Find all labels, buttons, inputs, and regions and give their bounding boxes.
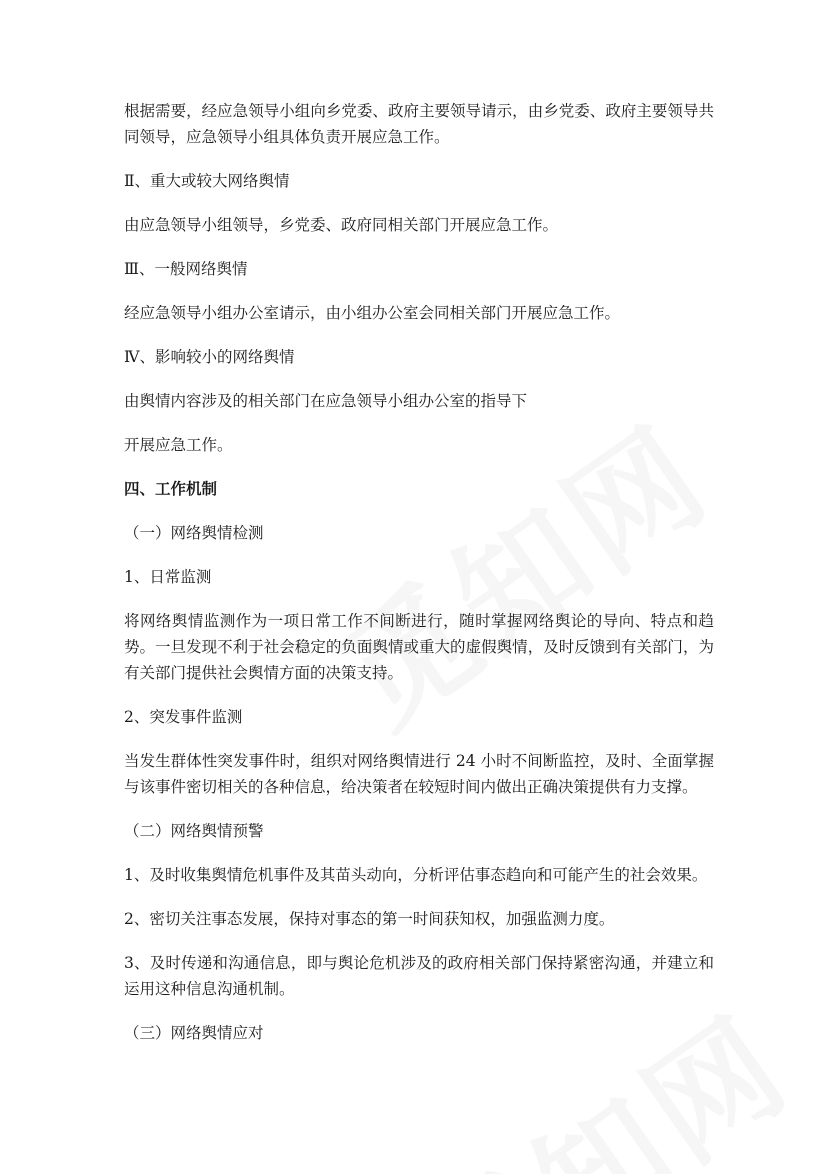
heading-level-iv: Ⅳ、影响较小的网络舆情 (124, 348, 295, 366)
paragraph-level-ii: 由应急领导小组领导，乡党委、政府同相关部门开展应急工作。 (124, 216, 559, 234)
section-heading-work-mechanism: 四、工作机制 (124, 479, 218, 498)
document-body (124, 98, 714, 1046)
paragraph-emergency-monitoring: 当发生群体性突发事件时，组织对网络舆情进行 24 小时不间断监控，及时、全面掌握与该事件密切相关的各种信息，给决策者在较短时间内做出正确决策提供有力支撑。 (124, 752, 714, 796)
item-emergency-monitoring: 2、突发事件监测 (124, 708, 243, 726)
paragraph-daily-monitoring: 将网络舆情监测作为一项日常工作不间断进行，随时掌握网络舆论的导向、特点和趋势。一旦发现不利于社会稳定的负面舆情或重大的虚假舆情，及时反馈到有关部门，为有关部门提供社会舆情方面的决策支持。 (124, 612, 714, 682)
subheading-response: （三）网络舆情应对 (124, 1024, 264, 1042)
paragraph-level-iv: 由舆情内容涉及的相关部门在应急领导小组办公室的指导下 (124, 392, 528, 410)
paragraph-leadership-request: 根据需要，经应急领导小组向乡党委、政府主要领导请示，由乡党委、政府主要领导共同领导，应急领导小组具体负责开展应急工作。 (124, 102, 714, 146)
paragraph-level-iii: 经应急领导小组办公室请示，由小组办公室会同相关部门开展应急工作。 (124, 304, 621, 322)
warning-item-3: 3、及时传递和沟通信息，即与舆论危机涉及的政府相关部门保持紧密沟通，并建立和运用这种信息沟通机制。 (124, 954, 714, 998)
warning-item-1: 1、及时收集舆情危机事件及其苗头动向，分析评估事态趋向和可能产生的社会效果。 (124, 866, 708, 884)
item-daily-monitoring: 1、日常监测 (124, 568, 212, 586)
heading-level-ii: Ⅱ、重大或较大网络舆情 (124, 172, 290, 190)
subheading-early-warning: （二）网络舆情预警 (124, 822, 264, 840)
heading-level-iii: Ⅲ、一般网络舆情 (124, 260, 248, 278)
warning-item-2: 2、密切关注事态发展，保持对事态的第一时间获知权，加强监测力度。 (124, 910, 615, 928)
paragraph-level-iv-continued: 开展应急工作。 (124, 436, 233, 454)
subheading-monitoring: （一）网络舆情检测 (124, 524, 264, 542)
